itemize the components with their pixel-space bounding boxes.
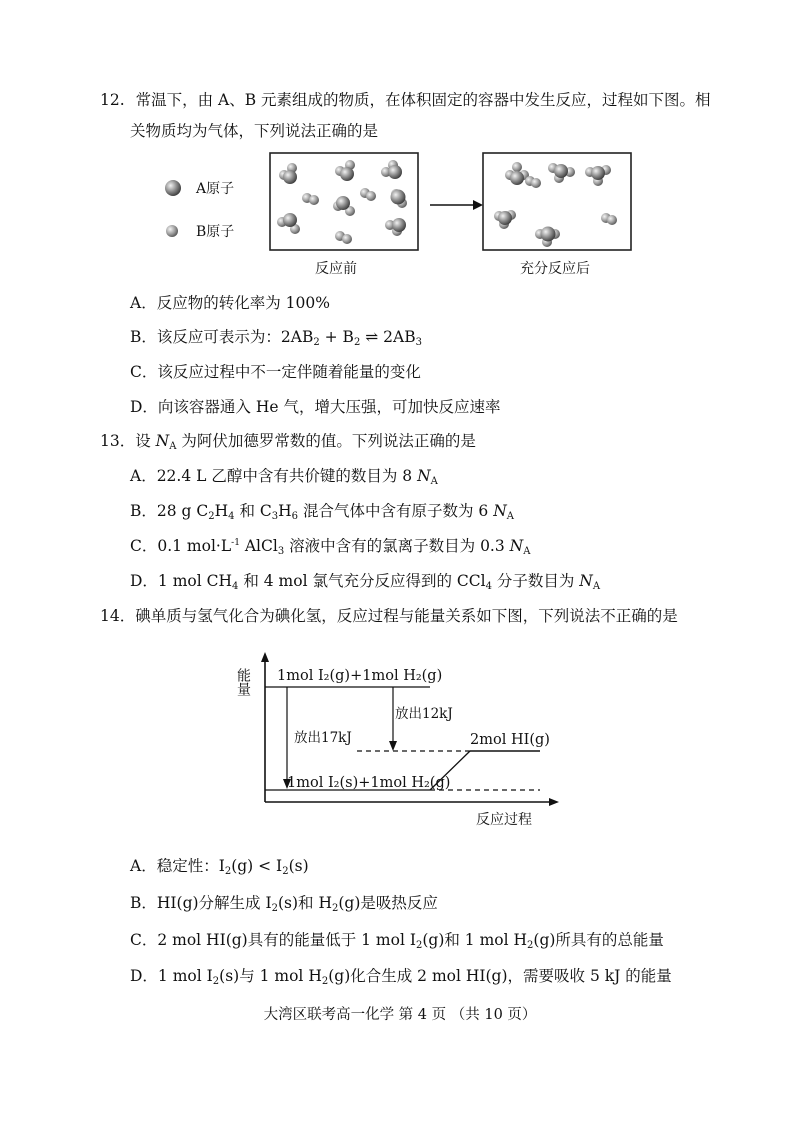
- q12-molecule-diagram: [150, 148, 640, 283]
- level-bottom-label: 1mol I₂(s)+1mol H₂(g): [287, 775, 451, 791]
- q13-number: 13．: [100, 432, 136, 450]
- q12-stem-line1: 12. 常温下，由 A、B 元素组成的物质，在体积固定的容器中发生反应，过程如下图。相: [100, 91, 711, 109]
- q12-option-d: D．向该容器通入 He 气，增大压强，可加快反应速率: [130, 398, 501, 416]
- after-label: 充分反应后: [520, 261, 590, 277]
- level-mid-label: 2mol HI(g): [470, 732, 550, 748]
- release-17-label: 放出17kJ: [294, 730, 352, 746]
- q14-option-d: D．1 mol $I_2(s)$与 1 mol $H_2(g)$化合生成 2 mol HI(g)，需要吸收 5 kJ 的能量: [130, 967, 672, 987]
- q14-energy-diagram: [235, 650, 565, 830]
- q13-option-d: D．1 mol $CH_4$ 和 4 mol 氯气充分反应得到的 CCl$_4$ 分子数目为 $N_A$: [130, 572, 601, 592]
- after-molecules: [494, 162, 617, 247]
- q13-stem: 13．设 $N_A$ 为阿伏加德罗常数的值。下列说法正确的是: [100, 432, 476, 452]
- legend-b-label: B原子: [196, 224, 235, 240]
- q13-option-a: A．22.4 L 乙醇中含有共价键的数目为 8 $N_A$: [130, 467, 438, 487]
- q12-option-b: B．该反应可表示为：$2AB_2 + B_2$ ⇌ $2AB_3$: [130, 328, 422, 348]
- q13-option-b: B．28 g $C_2H_4$ 和 $C_3H_6$ 混合气体中含有原子数为 6 $N_A$: [130, 502, 514, 522]
- level-top-label: 1mol I₂(g)+1mol H₂(g): [277, 668, 443, 684]
- page-footer: 大湾区联考高一化学 第 4 页 （共 10 页）: [263, 1007, 537, 1023]
- y-axis-label: 能量: [235, 668, 251, 696]
- q14-option-b: B．HI(g)分解生成 $I_2(s)$和 $H_2(g)$是吸热反应: [130, 894, 438, 914]
- q13-option-c: C．0.1 $mol\cdot L^{-1}$ AlCl$_3$ 溶液中含有的氯离子数目为 0.3 $N_A$: [130, 537, 531, 557]
- q12-option-a: A．反应物的转化率为 100%: [130, 294, 330, 312]
- q14-number: 14．: [100, 607, 136, 625]
- before-molecules: [277, 160, 407, 244]
- legend-b-atom: [166, 224, 234, 240]
- q14-stem: 14．碘单质与氢气化合为碘化氢，反应过程与能量关系如下图，下列说法不正确的是: [100, 607, 678, 625]
- x-axis-label: 反应过程: [476, 812, 532, 828]
- q12-number: 12.: [100, 91, 125, 109]
- q12-stem-line2: 关物质均为气体，下列说法正确的是: [130, 122, 379, 140]
- legend-a-atom: [165, 180, 234, 197]
- q12-option-c: C．该反应过程中不一定伴随着能量的变化: [130, 363, 421, 381]
- q14-option-a: A．稳定性：$I_2(g) < I_2(s)$: [130, 857, 309, 877]
- release-12-label: 放出12kJ: [395, 706, 453, 722]
- before-label: 反应前: [315, 261, 357, 277]
- legend-a-label: A原子: [196, 181, 235, 197]
- q14-option-c: C．2 mol HI(g)具有的能量低于 1 mol $I_2(g)$和 1 mol $H_2(g)$所具有的总能量: [130, 931, 664, 951]
